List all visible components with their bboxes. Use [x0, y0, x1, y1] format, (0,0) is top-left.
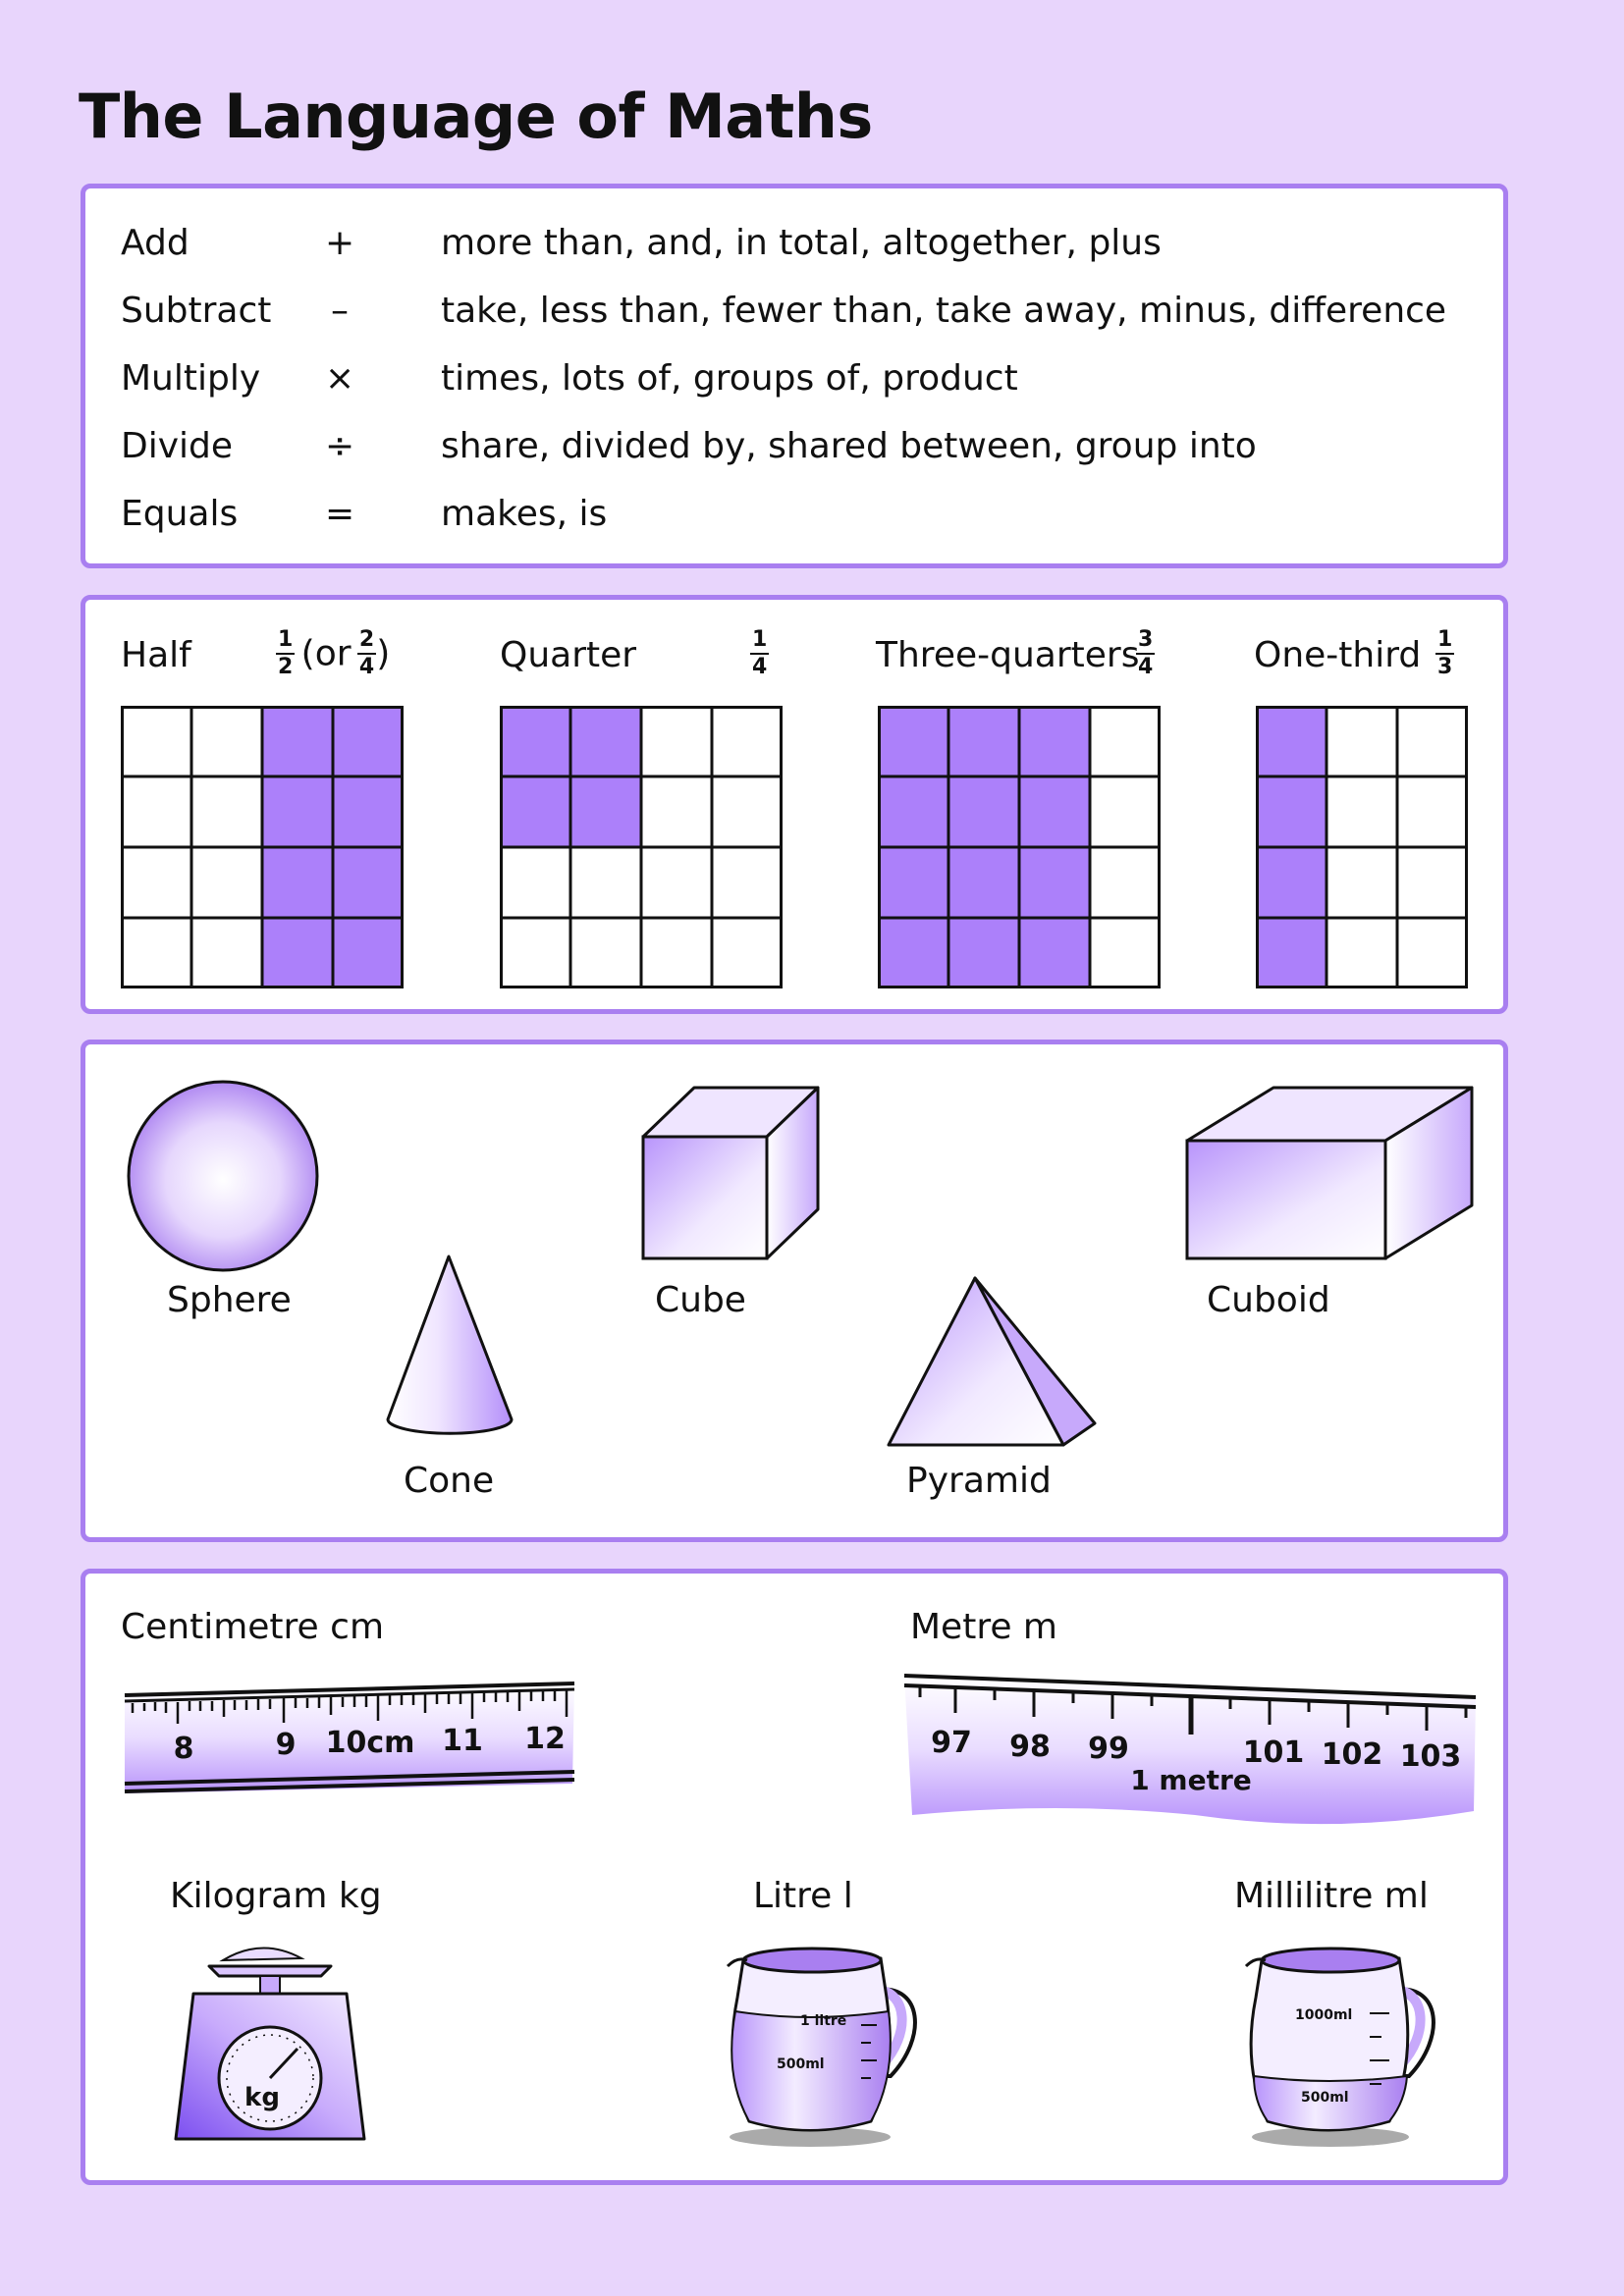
operation-words: take, less than, fewer than, take away, minus, difference — [441, 291, 1447, 331]
ruler-tick-label: 99 — [1088, 1732, 1129, 1766]
fraction-three-quarters — [876, 617, 1180, 990]
operation-words: share, divided by, shared between, group into — [441, 426, 1257, 466]
operation-name: Multiply — [121, 358, 261, 399]
fraction-numerator: 1 — [1435, 629, 1454, 655]
fraction-numerator: 1 — [750, 629, 769, 655]
fraction-symbol — [750, 629, 769, 678]
fractions-panel — [81, 595, 1508, 1014]
fraction-half — [121, 617, 415, 990]
jug-mark: 500ml — [777, 2056, 825, 2072]
operation-symbol: ÷ — [325, 426, 355, 466]
operation-name: Divide — [121, 426, 234, 466]
fraction-alt-denominator: 4 — [358, 655, 375, 679]
metre-ruler — [900, 1668, 1480, 1844]
litre-label: Litre l — [753, 1876, 853, 1916]
operation-name: Add — [121, 223, 189, 263]
millilitre-label: Millilitre ml — [1234, 1876, 1429, 1916]
ruler-tick-label: 9 — [275, 1728, 297, 1762]
cone-shape — [380, 1253, 527, 1449]
jug-mark: 1000ml — [1295, 2007, 1353, 2023]
fraction-alt-numerator: 2 — [357, 629, 376, 655]
millilitre-jug — [1232, 1929, 1468, 2155]
pyramid-label: Pyramid — [906, 1461, 1052, 1501]
ruler-tick-label: 11 — [442, 1724, 483, 1758]
fraction-grid — [121, 706, 406, 990]
fraction-alt-suffix: ) — [376, 633, 391, 674]
operation-words: more than, and, in total, altogether, plus — [441, 223, 1162, 263]
sphere-label: Sphere — [167, 1280, 292, 1320]
litre-jug — [714, 1929, 949, 2155]
ruler-centre-label: 1 metre — [1130, 1764, 1252, 1796]
fraction-grid — [500, 706, 785, 990]
centimetre-ruler — [121, 1668, 582, 1825]
jug-mark: 500ml — [1301, 2090, 1349, 2106]
operation-symbol: + — [325, 223, 355, 263]
operations-panel — [81, 184, 1508, 568]
pyramid-shape — [881, 1272, 1116, 1459]
centimetre-label: Centimetre cm — [121, 1607, 385, 1647]
cube-shape — [635, 1080, 832, 1276]
operation-name: Equals — [121, 494, 239, 534]
fraction-denominator: 3 — [1437, 655, 1453, 679]
metre-label: Metre m — [910, 1607, 1057, 1647]
operation-symbol: = — [325, 494, 355, 534]
fraction-alt-prefix: (or — [300, 633, 352, 674]
ruler-tick-label: 97 — [931, 1726, 972, 1760]
measures-panel — [81, 1569, 1508, 2185]
operation-symbol: × — [325, 358, 355, 399]
page-title: The Language of Maths — [79, 80, 873, 152]
cone-label: Cone — [404, 1461, 495, 1501]
cuboid-label: Cuboid — [1207, 1280, 1330, 1320]
fraction-denominator: 2 — [278, 655, 294, 679]
kitchen-scale — [154, 1933, 390, 2149]
fraction-symbol — [1435, 629, 1454, 678]
ruler-tick-label: 98 — [1009, 1730, 1051, 1764]
fraction-symbol — [1136, 629, 1155, 678]
fraction-grid — [1256, 706, 1472, 990]
operation-name: Subtract — [121, 291, 272, 331]
sphere-shape — [125, 1078, 321, 1274]
fraction-denominator: 4 — [752, 655, 768, 679]
fraction-label: One-third — [1254, 635, 1422, 675]
fraction-one-third — [1254, 617, 1480, 990]
fraction-grid — [878, 706, 1163, 990]
kilogram-label: Kilogram kg — [170, 1876, 382, 1916]
fraction-quarter — [500, 617, 794, 990]
cuboid-shape — [1179, 1080, 1484, 1276]
operation-words: times, lots of, groups of, product — [441, 358, 1018, 399]
fraction-label: Half — [121, 635, 191, 675]
ruler-tick-label: 103 — [1399, 1739, 1462, 1774]
fraction-numerator: 3 — [1136, 629, 1155, 655]
jug-mark: 1 litre — [800, 2013, 847, 2029]
fraction-symbol — [276, 629, 390, 678]
fraction-denominator: 4 — [1138, 655, 1154, 679]
fraction-numerator: 1 — [276, 629, 295, 655]
fraction-label: Three-quarters — [876, 635, 1140, 675]
cube-label: Cube — [655, 1280, 746, 1320]
ruler-tick-label: 101 — [1242, 1735, 1305, 1770]
dial-label: kg — [244, 2083, 280, 2112]
ruler-tick-label: 8 — [173, 1732, 194, 1766]
operation-words: makes, is — [441, 494, 608, 534]
shapes-panel — [81, 1040, 1508, 1542]
ruler-tick-label: 102 — [1321, 1737, 1383, 1772]
ruler-tick-label: 10cm — [325, 1726, 415, 1760]
ruler-tick-label: 12 — [524, 1722, 566, 1756]
fraction-label: Quarter — [500, 635, 637, 675]
operation-symbol: – — [331, 291, 349, 331]
